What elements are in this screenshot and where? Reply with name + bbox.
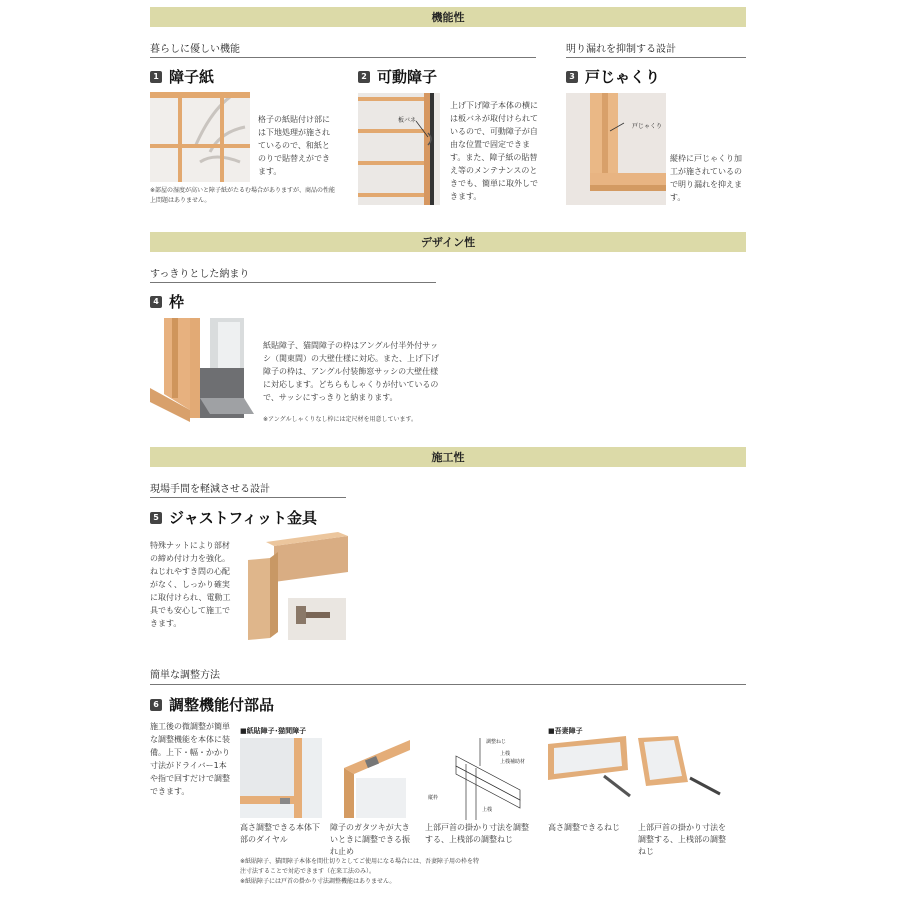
feature-4-heading: [150, 291, 184, 312]
section-band-construction: [150, 447, 746, 467]
fitting-illustration: [244, 532, 348, 640]
top-rail-screw-illustration: [638, 736, 728, 806]
feature-number: 6: [150, 699, 162, 711]
diagram-label-top-rail-2: 上桟: [482, 807, 493, 813]
fitting-image: [244, 532, 348, 640]
door-rabbet-image: [566, 93, 666, 205]
rabbet-label: 戸じゃくり: [632, 123, 663, 130]
subhead-reduce-work: 現場手間を軽減させる設計: [150, 484, 270, 495]
group-label-azuma-shoji: ■吾妻障子: [548, 727, 583, 735]
feature-6-heading: [150, 694, 274, 715]
adjust-note-1: ※紙貼障子、猫間障子本体を間仕切りとしてご使用になる場合には、吾妻障子用の枠を特注寸法することで対応できます（在来工法のみ）。: [240, 858, 480, 875]
adjust-screw-diagram-drawing: [422, 738, 526, 820]
diagram-label-jamb: 縦枠: [428, 795, 439, 801]
feature-5-text: 特殊ナットにより部材の締め付け力を強化。ねじれやすき問の心配がなく、しっかり確実に取付けられ、電動工具でも安心して施工できます。: [150, 541, 231, 628]
divider: [566, 57, 746, 58]
subhead-clean-fit: すっきりとした納まり: [150, 269, 250, 280]
feature-6-text: 施工後の微調整が簡単な調整機能を本体に装備。上下・幅・かかり寸法がドライバー1本や指で回すだけで調整できます。: [150, 722, 230, 796]
movable-shoji-illustration: [358, 93, 440, 205]
caption-dial: 高さ調整できる本体下部のダイヤル: [240, 823, 320, 844]
subhead-light-leak: 明り漏れを抑制する設計: [566, 44, 676, 55]
adjust-note-2: ※紙貼障子には戸首の掛かり寸法調整機能はありません。: [240, 878, 396, 885]
feature-1-note: ※部屋の湿度が高いと障子紙がたるむ場合がありますが、商品の性能上問題はありません。: [150, 187, 336, 204]
frame-image: [150, 318, 260, 422]
subhead-easy-adjust: 簡単な調整方法: [150, 670, 220, 681]
feature-4-note: ※アングルしゃくりなし枠には定尺材を用意しています。: [263, 416, 418, 423]
dial-illustration: [240, 738, 322, 818]
frame-illustration: [150, 318, 260, 422]
shoji-paper-image: [150, 92, 250, 182]
feature-number: 3: [566, 71, 578, 83]
subhead-comfort: 暮らしに優しい機能: [150, 44, 240, 55]
section-band-design: [150, 232, 746, 252]
feature-3-heading: [566, 66, 660, 87]
section-band-function: [150, 7, 746, 27]
feature-title: 可動障子: [377, 68, 438, 86]
section-title: デザイン性: [420, 236, 476, 249]
leaf-spring-label: 板バネ: [398, 117, 417, 124]
feature-1-text: 格子の紙貼付け部には下地処理が施されているので、和紙とのりで貼替えができます。: [258, 115, 330, 176]
feature-title: 障子紙: [169, 68, 215, 86]
diagram-label-rail-material: 上桟補助材: [500, 759, 526, 765]
diagram-label-screw: 調整ねじ: [486, 739, 507, 745]
divider: [150, 282, 436, 283]
divider: [150, 57, 536, 58]
feature-number: 5: [150, 512, 162, 524]
feature-4-text: 紙貼障子、猫間障子の枠はアングル付半外付サッシ（関東間）の大壁仕様に対応。また、上げ下げ障子の枠は、アングル付装飾窓サッシの大壁仕様に対応します。どちらもしゃくりが付いているので、サッシにすっきりと納まります。: [263, 341, 439, 402]
feature-1-heading: [150, 66, 214, 87]
height-screw-illustration: [548, 736, 632, 806]
feature-title: 枠: [169, 293, 185, 311]
adjust-screw-diagram: [422, 738, 526, 820]
caption-top-rail-screw-2: 上部戸首の掛かり寸法を調整する、上桟部の調整ねじ: [638, 823, 726, 856]
movable-shoji-image: [358, 93, 440, 205]
feature-3-text: 縦枠に戸じゃくり加工が施されているので明り漏れを抑えます。: [670, 154, 742, 202]
caption-height-screw: 高さ調整できるねじ: [548, 823, 620, 832]
height-screw-image: [548, 736, 632, 806]
anti-shake-illustration: [330, 738, 414, 818]
anti-shake-image: [330, 738, 414, 818]
feature-title: 調整機能付部品: [169, 696, 275, 714]
feature-2-heading: [358, 66, 437, 87]
section-title: 機能性: [431, 11, 465, 24]
top-rail-screw-image: [638, 736, 728, 806]
group-label-paper-shoji: ■紙貼障子･猫間障子: [240, 727, 307, 735]
caption-top-rail-screw: 上部戸首の掛かり寸法を調整する、上桟部の調整ねじ: [425, 823, 529, 844]
dial-image: [240, 738, 322, 818]
feature-number: 1: [150, 71, 162, 83]
feature-number: 4: [150, 296, 162, 308]
diagram-label-top-rail: 上桟: [500, 751, 511, 757]
feature-2-text: 上げ下げ障子本体の横には板バネが取付けられているので、可動障子が自由な位置で固定できます。また、障子紙の貼替え等のメンテナンスのときでも、簡単に取外しできます。: [450, 101, 538, 201]
feature-5-heading: [150, 507, 317, 528]
feature-title: ジャストフィット金具: [169, 509, 318, 527]
divider: [150, 684, 746, 685]
feature-number: 2: [358, 71, 370, 83]
door-rabbet-illustration: [566, 93, 666, 205]
shoji-paper-illustration: [150, 92, 250, 182]
caption-anti-shake: 障子のガタツキが大きいときに調整できる振れ止め: [330, 823, 410, 856]
feature-title: 戸じゃくり: [585, 68, 661, 86]
divider: [150, 497, 346, 498]
section-title: 施工性: [431, 451, 465, 464]
